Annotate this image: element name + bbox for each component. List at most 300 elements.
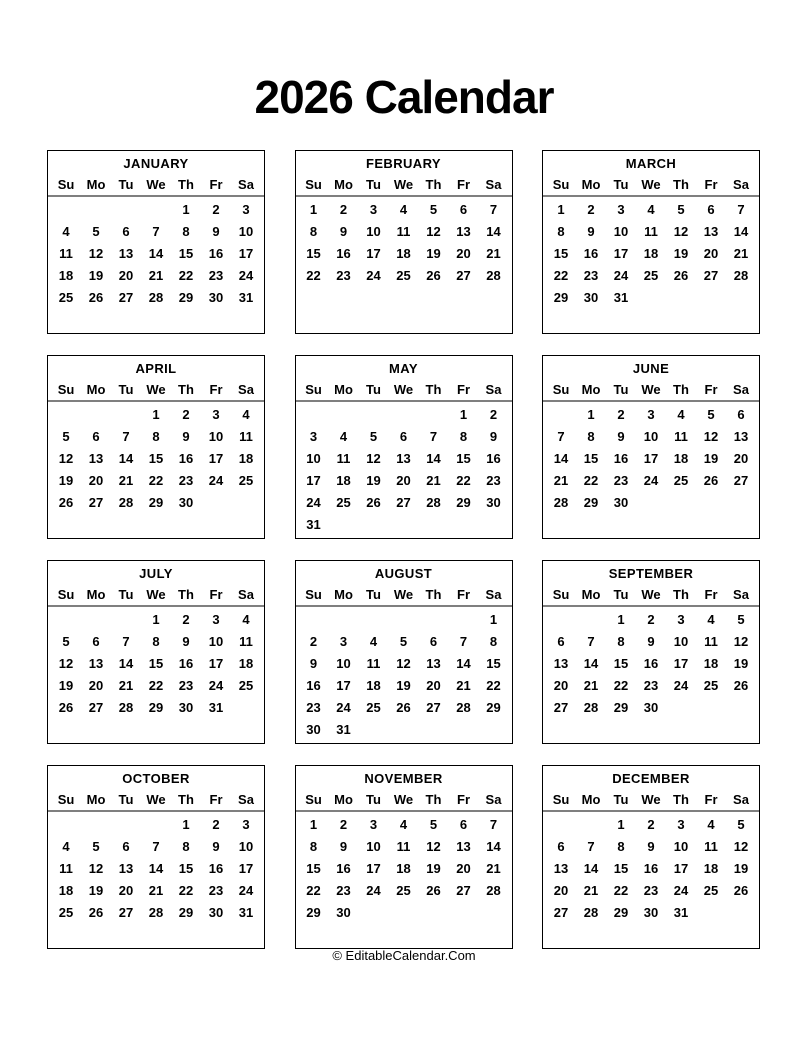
date-cell: 17 [238, 860, 254, 876]
date-cell: 16 [583, 245, 599, 261]
date-cell: 6 [707, 201, 715, 217]
date-cell: 29 [306, 905, 321, 921]
empty-cell [81, 608, 111, 630]
month-title: JULY [139, 566, 173, 581]
empty-cell [81, 514, 111, 536]
date-cell: 2 [309, 633, 318, 649]
weekday-label: Sa [485, 177, 502, 192]
empty-cell [696, 492, 726, 514]
date-cell: 17 [366, 245, 381, 261]
date-cell: 12 [426, 223, 441, 239]
empty-cell [726, 492, 756, 514]
date-cell: 30 [306, 722, 321, 738]
date-cell: 14 [486, 838, 501, 854]
weekday-label: Mo [581, 792, 601, 807]
empty-cell [201, 514, 231, 536]
date-cell: 27 [456, 883, 471, 899]
date-cell: 3 [677, 816, 685, 832]
date-cell: 16 [208, 860, 224, 876]
month-dates-grid [543, 812, 759, 948]
date-cell: 9 [182, 633, 190, 649]
date-cell: 7 [737, 201, 745, 217]
date-cell: 2 [182, 611, 190, 627]
month-dates-grid [48, 607, 264, 743]
date-cell: 27 [733, 473, 749, 489]
date-cell: 15 [306, 245, 321, 261]
date-cell: 24 [306, 495, 321, 511]
empty-cell [51, 719, 81, 741]
empty-cell [479, 924, 509, 946]
empty-cell [666, 287, 696, 309]
empty-cell [636, 492, 666, 514]
weekday-label: Mo [581, 177, 601, 192]
date-cell: 3 [339, 633, 348, 649]
date-cell: 25 [58, 290, 74, 306]
empty-cell [666, 697, 696, 719]
month-calendar [542, 560, 760, 744]
date-cell: 5 [62, 633, 70, 649]
date-cell: 25 [238, 678, 254, 694]
month-title: JANUARY [123, 156, 189, 171]
date-cell: 29 [613, 700, 629, 716]
date-cell: 27 [456, 268, 471, 284]
date-cell: 19 [703, 450, 719, 466]
date-cell: 4 [62, 838, 70, 854]
date-cell: 24 [238, 883, 254, 899]
empty-cell [726, 287, 756, 309]
weekday-label: We [146, 792, 166, 807]
date-cell: 13 [456, 838, 471, 854]
date-cell: 11 [396, 838, 411, 854]
date-cell: 4 [242, 611, 250, 627]
weekday-label: We [393, 177, 414, 192]
date-cell: 10 [306, 450, 321, 466]
weekday-label: Fr [457, 177, 470, 192]
date-cell: 12 [426, 838, 441, 854]
date-cell: 15 [456, 450, 471, 466]
date-cell: 15 [178, 245, 194, 261]
date-cell: 2 [212, 201, 220, 217]
month-dates-grid [296, 402, 512, 538]
month-dates-grid [296, 607, 512, 743]
date-cell: 20 [703, 245, 719, 261]
date-cell: 14 [733, 223, 749, 239]
date-cell: 25 [238, 473, 254, 489]
date-cell: 7 [489, 201, 498, 217]
date-cell: 28 [118, 495, 134, 511]
date-cell: 7 [429, 428, 438, 444]
empty-cell [201, 719, 231, 741]
month-title: DECEMBER [612, 771, 690, 786]
date-cell: 6 [399, 428, 408, 444]
date-cell: 6 [92, 428, 100, 444]
date-cell: 5 [62, 428, 70, 444]
weekday-label: Mo [334, 177, 353, 192]
date-cell: 12 [733, 838, 749, 854]
month-dates-grid [543, 402, 759, 538]
date-cell: 23 [178, 678, 194, 694]
date-cell: 7 [122, 428, 130, 444]
date-cell: 4 [707, 816, 715, 832]
empty-cell [726, 697, 756, 719]
empty-cell [546, 514, 576, 536]
date-cell: 22 [583, 473, 599, 489]
date-cell: 3 [309, 428, 318, 444]
date-cell: 3 [369, 201, 378, 217]
date-cell: 26 [58, 495, 74, 511]
date-cell: 20 [426, 678, 441, 694]
date-cell: 21 [583, 678, 599, 694]
month-calendar [542, 355, 760, 539]
empty-cell [51, 309, 81, 331]
date-cell: 3 [369, 816, 378, 832]
date-cell: 3 [242, 201, 250, 217]
weekday-label: Mo [86, 177, 106, 192]
date-cell: 10 [208, 633, 224, 649]
empty-cell [419, 719, 449, 741]
date-cell: 30 [643, 700, 659, 716]
date-cell: 31 [238, 290, 254, 306]
empty-cell [329, 924, 359, 946]
date-cell: 20 [88, 473, 104, 489]
date-cell: 2 [617, 406, 625, 422]
date-cell: 11 [239, 633, 253, 649]
date-cell: 12 [58, 450, 74, 466]
weekday-label: We [641, 587, 661, 602]
empty-cell [141, 719, 171, 741]
weekday-label: Th [673, 587, 689, 602]
date-cell: 26 [58, 700, 74, 716]
date-cell: 4 [677, 406, 685, 422]
empty-cell [666, 309, 696, 331]
date-cell: 23 [583, 268, 599, 284]
date-cell: 22 [178, 883, 194, 899]
weekday-label: Fr [704, 177, 718, 192]
empty-cell [329, 514, 359, 536]
date-cell: 22 [456, 473, 471, 489]
date-cell: 16 [178, 450, 194, 466]
date-cell: 8 [309, 838, 318, 854]
empty-cell [111, 813, 141, 835]
weekday-label: Su [552, 587, 570, 602]
date-cell: 31 [613, 290, 629, 306]
weekday-label: Mo [581, 587, 601, 602]
date-cell: 1 [617, 816, 625, 832]
date-cell: 23 [178, 473, 194, 489]
date-cell: 15 [178, 860, 194, 876]
empty-cell [329, 287, 359, 309]
date-cell: 10 [643, 428, 659, 444]
empty-cell [419, 309, 449, 331]
month-calendar [542, 150, 760, 334]
date-cell: 20 [456, 245, 471, 261]
date-cell: 21 [148, 268, 164, 284]
weekday-label: Sa [733, 177, 749, 192]
weekday-label: Su [57, 382, 75, 397]
weekday-label: Tu [118, 382, 134, 397]
empty-cell [51, 198, 81, 220]
empty-cell [696, 719, 726, 741]
date-cell: 12 [88, 245, 104, 261]
weekday-header-row [543, 584, 759, 607]
date-cell: 11 [396, 223, 411, 239]
date-cell: 23 [486, 473, 501, 489]
date-cell: 7 [459, 633, 468, 649]
date-cell: 19 [673, 245, 689, 261]
month-calendar [295, 765, 513, 949]
empty-cell [389, 287, 419, 309]
date-cell: 1 [182, 816, 190, 832]
empty-cell [546, 719, 576, 741]
date-cell: 11 [366, 655, 381, 671]
weekday-label: Su [305, 177, 322, 192]
date-cell: 24 [208, 473, 224, 489]
date-cell: 30 [613, 495, 629, 511]
empty-cell [576, 719, 606, 741]
weekday-label: Mo [86, 382, 106, 397]
empty-cell [141, 813, 171, 835]
date-cell: 9 [587, 223, 595, 239]
date-cell: 10 [366, 838, 381, 854]
date-cell: 3 [212, 611, 220, 627]
empty-cell [201, 492, 231, 514]
date-cell: 28 [733, 268, 749, 284]
empty-cell [81, 309, 111, 331]
weekday-label: Th [425, 177, 442, 192]
date-cell: 26 [673, 268, 689, 284]
date-cell: 12 [366, 450, 381, 466]
empty-cell [449, 309, 479, 331]
date-cell: 5 [707, 406, 715, 422]
weekday-label: Fr [209, 177, 223, 192]
date-cell: 27 [553, 700, 569, 716]
date-cell: 21 [148, 883, 164, 899]
calendar-grid [47, 150, 760, 949]
weekday-label: Fr [457, 587, 470, 602]
empty-cell [359, 719, 389, 741]
date-cell: 5 [92, 223, 100, 239]
weekday-label: Fr [209, 382, 223, 397]
date-cell: 17 [238, 245, 254, 261]
empty-cell [696, 697, 726, 719]
date-cell: 1 [152, 611, 160, 627]
empty-cell [479, 309, 509, 331]
date-cell: 15 [148, 655, 164, 671]
empty-cell [636, 309, 666, 331]
date-cell: 10 [613, 223, 629, 239]
empty-cell [51, 924, 81, 946]
weekday-label: Su [57, 792, 75, 807]
date-cell: 15 [613, 655, 629, 671]
date-cell: 13 [118, 860, 134, 876]
date-cell: 30 [208, 905, 224, 921]
date-cell: 27 [553, 905, 569, 921]
date-cell: 16 [643, 860, 659, 876]
date-cell: 19 [426, 245, 441, 261]
date-cell: 10 [238, 838, 254, 854]
date-cell: 18 [396, 860, 411, 876]
date-cell: 23 [336, 268, 351, 284]
weekday-label: Tu [118, 587, 134, 602]
date-cell: 19 [396, 678, 411, 694]
date-cell: 25 [396, 883, 411, 899]
date-cell: 16 [643, 655, 659, 671]
date-cell: 26 [733, 883, 749, 899]
empty-cell [81, 403, 111, 425]
empty-cell [81, 813, 111, 835]
date-cell: 16 [486, 450, 501, 466]
date-cell: 27 [703, 268, 719, 284]
empty-cell [141, 514, 171, 536]
date-cell: 20 [88, 678, 104, 694]
date-cell: 18 [703, 655, 719, 671]
empty-cell [171, 309, 201, 331]
weekday-header-row [48, 174, 264, 197]
empty-cell [666, 719, 696, 741]
date-cell: 1 [182, 201, 190, 217]
date-cell: 15 [486, 655, 501, 671]
weekday-label: Fr [457, 792, 470, 807]
empty-cell [479, 287, 509, 309]
weekday-label: Th [425, 792, 442, 807]
empty-cell [666, 514, 696, 536]
weekday-label: Fr [704, 792, 718, 807]
weekday-header-row [48, 584, 264, 607]
date-cell: 3 [647, 406, 655, 422]
date-cell: 30 [643, 905, 659, 921]
date-cell: 28 [148, 290, 164, 306]
date-cell: 10 [208, 428, 224, 444]
date-cell: 13 [553, 655, 569, 671]
month-calendar [47, 765, 265, 949]
empty-cell [299, 403, 329, 425]
date-cell: 4 [399, 201, 408, 217]
date-cell: 13 [733, 428, 749, 444]
date-cell: 14 [118, 450, 134, 466]
weekday-label: Fr [457, 382, 470, 397]
date-cell: 14 [148, 245, 164, 261]
date-cell: 22 [613, 883, 629, 899]
empty-cell [576, 514, 606, 536]
date-cell: 25 [336, 495, 351, 511]
month-calendar [295, 150, 513, 334]
empty-cell [111, 924, 141, 946]
weekday-header-row [296, 379, 512, 402]
date-cell: 2 [587, 201, 595, 217]
weekday-header-row [543, 174, 759, 197]
date-cell: 18 [58, 268, 74, 284]
date-cell: 30 [178, 700, 194, 716]
empty-cell [359, 902, 389, 924]
date-cell: 27 [118, 290, 134, 306]
date-cell: 19 [733, 655, 749, 671]
date-cell: 21 [426, 473, 441, 489]
empty-cell [576, 813, 606, 835]
date-cell: 13 [88, 655, 104, 671]
weekday-header-row [296, 789, 512, 812]
empty-cell [606, 719, 636, 741]
footer-credit: © EditableCalendar.Com [332, 948, 476, 963]
month-calendar [542, 765, 760, 949]
weekday-label: Mo [581, 382, 601, 397]
month-calendar [295, 560, 513, 744]
date-cell: 31 [336, 722, 351, 738]
empty-cell [51, 514, 81, 536]
date-cell: 4 [647, 201, 655, 217]
date-cell: 13 [396, 450, 411, 466]
date-cell: 18 [673, 450, 689, 466]
weekday-label: We [393, 792, 414, 807]
date-cell: 7 [587, 633, 595, 649]
empty-cell [111, 198, 141, 220]
date-cell: 25 [673, 473, 689, 489]
date-cell: 16 [336, 860, 351, 876]
empty-cell [111, 514, 141, 536]
weekday-label: Sa [485, 587, 502, 602]
date-cell: 6 [459, 816, 468, 832]
weekday-label: Sa [733, 792, 749, 807]
date-cell: 21 [583, 883, 599, 899]
empty-cell [636, 287, 666, 309]
empty-cell [636, 924, 666, 946]
date-cell: 7 [489, 816, 498, 832]
date-cell: 28 [583, 905, 599, 921]
date-cell: 2 [489, 406, 498, 422]
date-cell: 19 [58, 473, 74, 489]
date-cell: 8 [182, 838, 190, 854]
date-cell: 7 [587, 838, 595, 854]
date-cell: 2 [182, 406, 190, 422]
date-cell: 24 [336, 700, 351, 716]
weekday-label: Th [178, 792, 194, 807]
date-cell: 11 [674, 428, 688, 444]
weekday-label: Fr [209, 587, 223, 602]
empty-cell [419, 608, 449, 630]
date-cell: 25 [58, 905, 74, 921]
date-cell: 28 [583, 700, 599, 716]
empty-cell [389, 719, 419, 741]
date-cell: 9 [182, 428, 190, 444]
date-cell: 2 [339, 816, 348, 832]
date-cell: 27 [118, 905, 134, 921]
date-cell: 21 [456, 678, 471, 694]
date-cell: 2 [647, 816, 655, 832]
weekday-label: Fr [704, 382, 718, 397]
date-cell: 7 [557, 428, 565, 444]
date-cell: 18 [238, 450, 254, 466]
date-cell: 24 [238, 268, 254, 284]
date-cell: 29 [613, 905, 629, 921]
date-cell: 4 [369, 633, 378, 649]
date-cell: 14 [583, 655, 599, 671]
weekday-label: Th [178, 587, 194, 602]
date-cell: 30 [336, 905, 351, 921]
date-cell: 26 [426, 268, 441, 284]
date-cell: 31 [306, 517, 321, 533]
month-title: APRIL [135, 361, 177, 376]
weekday-label: Sa [485, 382, 502, 397]
empty-cell [201, 924, 231, 946]
weekday-label: Tu [366, 382, 381, 397]
month-title: OCTOBER [122, 771, 190, 786]
empty-cell [299, 287, 329, 309]
empty-cell [389, 902, 419, 924]
weekday-label: Th [673, 382, 689, 397]
date-cell: 6 [92, 633, 100, 649]
date-cell: 9 [339, 223, 348, 239]
weekday-label: Tu [366, 792, 381, 807]
date-cell: 23 [643, 883, 659, 899]
